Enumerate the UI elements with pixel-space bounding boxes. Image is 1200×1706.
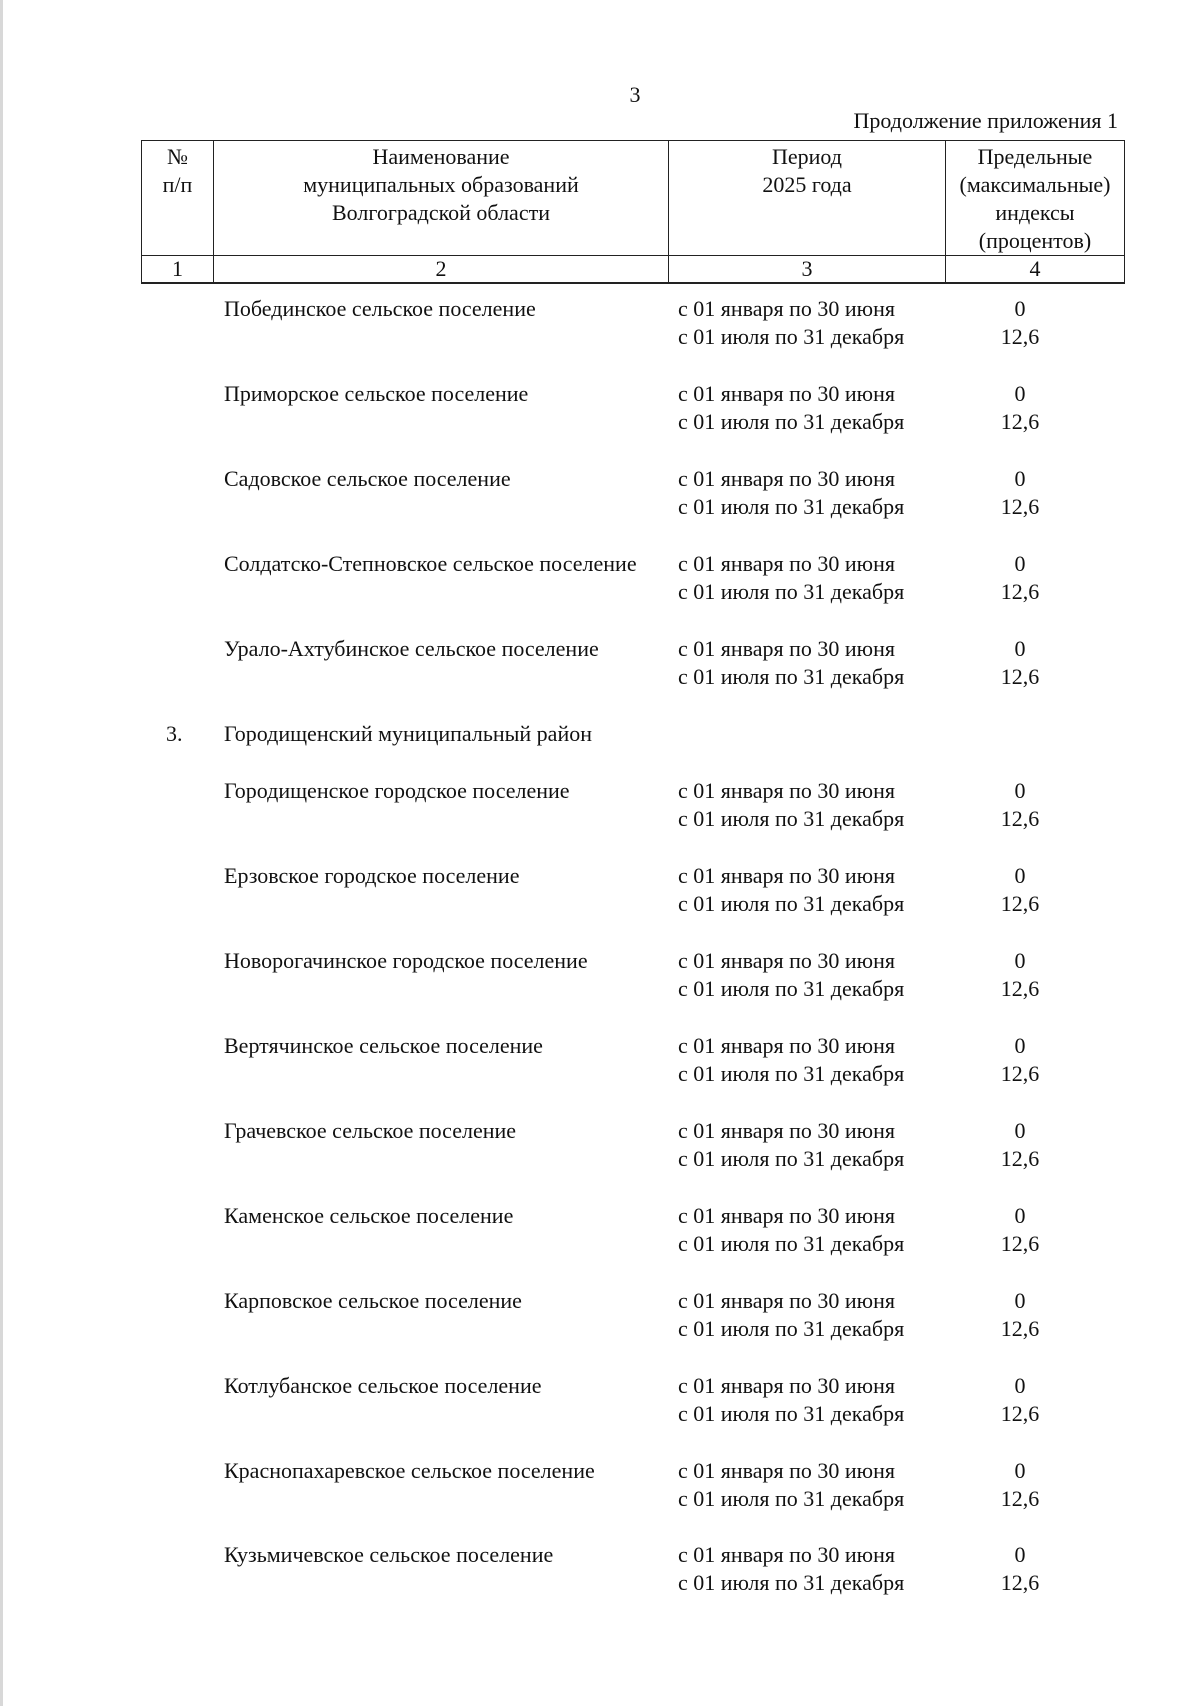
- municipality-name: Вертячинское сельское поселение: [224, 1033, 543, 1058]
- period-first-half: с 01 января по 30 июня: [678, 296, 896, 321]
- index-second-half: 12,6: [1000, 409, 1040, 434]
- index-first-half: 0: [1014, 1033, 1026, 1058]
- column-number: 2: [214, 256, 669, 284]
- index-first-half: 0: [1014, 551, 1026, 576]
- period-second-half: с 01 июля по 31 декабря: [678, 494, 905, 519]
- period-second-half: с 01 июля по 31 декабря: [678, 579, 905, 604]
- header-text: (максимальные): [959, 172, 1111, 197]
- index-first-half: 0: [1014, 296, 1026, 321]
- municipality-name: Кузьмичевское сельское поселение: [224, 1542, 554, 1567]
- index-second-half: 12,6: [1000, 664, 1040, 689]
- index-first-half: 0: [1014, 948, 1026, 973]
- period-first-half: с 01 января по 30 июня: [678, 1033, 896, 1058]
- municipality-name: Приморское сельское поселение: [224, 381, 529, 406]
- municipality-name: Котлубанское сельское поселение: [224, 1373, 542, 1398]
- index-first-half: 0: [1014, 636, 1026, 661]
- period-second-half: с 01 июля по 31 декабря: [678, 1316, 905, 1341]
- period-second-half: с 01 июля по 31 декабря: [678, 409, 905, 434]
- period-first-half: с 01 января по 30 июня: [678, 1458, 896, 1483]
- period-second-half: с 01 июля по 31 декабря: [678, 1146, 905, 1171]
- municipality-name: Грачевское сельское поселение: [224, 1118, 517, 1143]
- period-first-half: с 01 января по 30 июня: [678, 863, 896, 888]
- index-second-half: 12,6: [1000, 1231, 1040, 1256]
- index-first-half: 0: [1014, 1288, 1026, 1313]
- header-text: индексы: [995, 200, 1075, 225]
- period-first-half: с 01 января по 30 июня: [678, 636, 896, 661]
- index-second-half: 12,6: [1000, 494, 1040, 519]
- municipality-name: Каменское сельское поселение: [224, 1203, 514, 1228]
- index-first-half: 0: [1014, 1118, 1026, 1143]
- header-text: Наименование: [372, 144, 510, 169]
- period-second-half: с 01 июля по 31 декабря: [678, 976, 905, 1001]
- page-number: 3: [629, 82, 641, 107]
- header-text: (процентов): [978, 228, 1092, 253]
- index-first-half: 0: [1014, 1373, 1026, 1398]
- period-second-half: с 01 июля по 31 декабря: [678, 806, 905, 831]
- index-second-half: 12,6: [1000, 1486, 1040, 1511]
- column-number: 4: [946, 256, 1125, 284]
- municipality-name: Урало-Ахтубинское сельское поселение: [224, 636, 599, 661]
- header-text: Предельные: [977, 144, 1093, 169]
- period-first-half: с 01 января по 30 июня: [678, 551, 896, 576]
- period-first-half: с 01 января по 30 июня: [678, 381, 896, 406]
- period-first-half: с 01 января по 30 июня: [678, 1288, 896, 1313]
- period-second-half: с 01 июля по 31 декабря: [678, 1061, 905, 1086]
- index-second-half: 12,6: [1000, 579, 1040, 604]
- municipality-name: Садовское сельское поселение: [224, 466, 511, 491]
- period-first-half: с 01 января по 30 июня: [678, 1542, 896, 1567]
- period-first-half: с 01 января по 30 июня: [678, 1203, 896, 1228]
- municipality-name: Побединское сельское поселение: [224, 296, 536, 321]
- index-first-half: 0: [1014, 1458, 1026, 1483]
- period-second-half: с 01 июля по 31 декабря: [678, 1570, 905, 1595]
- column-number: 3: [669, 256, 946, 284]
- index-second-half: 12,6: [1000, 806, 1040, 831]
- index-second-half: 12,6: [1000, 1401, 1040, 1426]
- period-first-half: с 01 января по 30 июня: [678, 466, 896, 491]
- header-text: п/п: [162, 172, 193, 197]
- index-first-half: 0: [1014, 1542, 1026, 1567]
- index-first-half: 0: [1014, 466, 1026, 491]
- index-second-half: 12,6: [1000, 324, 1040, 349]
- index-second-half: 12,6: [1000, 1316, 1040, 1341]
- municipality-name: Ерзовское городское поселение: [224, 863, 520, 888]
- period-first-half: с 01 января по 30 июня: [678, 1373, 896, 1398]
- period-first-half: с 01 января по 30 июня: [678, 948, 896, 973]
- index-second-half: 12,6: [1000, 1570, 1040, 1595]
- index-second-half: 12,6: [1000, 891, 1040, 916]
- row-number: 3.: [166, 721, 183, 746]
- index-first-half: 0: [1014, 381, 1026, 406]
- period-first-half: с 01 января по 30 июня: [678, 1118, 896, 1143]
- district-name: Городищенский муниципальный район: [224, 721, 592, 746]
- index-first-half: 0: [1014, 863, 1026, 888]
- period-second-half: с 01 июля по 31 декабря: [678, 324, 905, 349]
- period-second-half: с 01 июля по 31 декабря: [678, 1401, 905, 1426]
- period-first-half: с 01 января по 30 июня: [678, 778, 896, 803]
- municipality-name: Краснопахаревское сельское поселение: [224, 1458, 595, 1483]
- municipality-name: Солдатско-Степновское сельское поселение: [224, 551, 637, 576]
- period-second-half: с 01 июля по 31 декабря: [678, 1486, 905, 1511]
- municipality-name: Карповское сельское поселение: [224, 1288, 522, 1313]
- municipality-name: Городищенское городское поселение: [224, 778, 570, 803]
- header-text: муниципальных образований: [303, 172, 579, 197]
- index-second-half: 12,6: [1000, 1061, 1040, 1086]
- index-first-half: 0: [1014, 778, 1026, 803]
- municipality-name: Новорогачинское городское поселение: [224, 948, 588, 973]
- column-number: 1: [142, 256, 214, 284]
- index-first-half: 0: [1014, 1203, 1026, 1228]
- period-second-half: с 01 июля по 31 декабря: [678, 891, 905, 916]
- header-text: Волгоградской области: [332, 200, 550, 225]
- index-second-half: 12,6: [1000, 976, 1040, 1001]
- header-text: №: [167, 144, 188, 169]
- header-text: Период: [772, 144, 842, 169]
- period-second-half: с 01 июля по 31 декабря: [678, 664, 905, 689]
- period-second-half: с 01 июля по 31 декабря: [678, 1231, 905, 1256]
- header-text: 2025 года: [762, 172, 852, 197]
- continuation-label: Продолжение приложения 1: [853, 108, 1118, 133]
- index-second-half: 12,6: [1000, 1146, 1040, 1171]
